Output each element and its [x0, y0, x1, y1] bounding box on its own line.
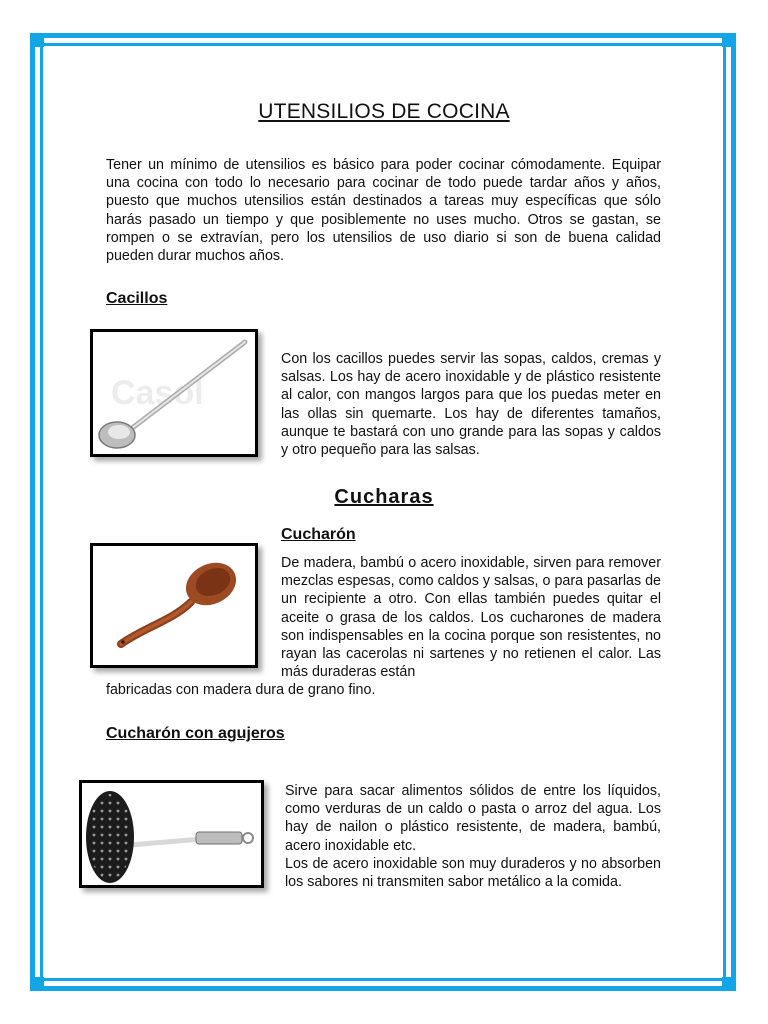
skimmer-image — [79, 780, 264, 888]
svg-text:Casol: Casol — [111, 374, 204, 412]
border-corner — [30, 977, 44, 991]
cucharon-agujeros-paragraph — [285, 782, 661, 891]
page-title: UTENSILIOS DE COCINA — [258, 100, 510, 123]
section-heading-cacillos: Cacillos — [106, 290, 168, 307]
wooden-spoon-icon — [93, 546, 255, 665]
ladle-image — [90, 329, 258, 457]
cacillos-paragraph: Con los cacillos puedes servir las sopas, caldos, cremas y salsas. Los hay de acero inoxidable y de plástico resistente al calor, con mangos largos para que los puedas meter en las ollas sin quemarte. Los hay de diferentes tamaños, aunque te bastará con uno grande para las sopas y caldos y otro pequeño para las salsas. — [281, 351, 661, 459]
cucharon-paragraph: De madera, bambú o acero inoxidable, sirven para remover mezclas espesas, como caldos y salsas, o para pasarlas de un recipiente a otro. Con ellas también puedes quitar el aceite o grasa de los caldos. Los cucharones de madera son indispensables en la cocina porque son resistentes, no rayan las cacerolas ni sartenes y no retienen el calor. Las más duraderas están — [281, 555, 661, 681]
skimmer-icon — [82, 783, 261, 885]
wooden-spoon-image — [90, 543, 258, 668]
ladle-icon — [93, 332, 255, 454]
cucharon-agujeros-text: Sirve para sacar alimentos sólidos de entre los líquidos, como verduras de un caldo o pasta o arroz del agua. Los hay de nailon o plástico resistente, de madera, bambú, acero inoxidable etc. — [285, 783, 661, 854]
subheading-cucharon: Cucharón — [281, 526, 356, 543]
section-heading-cucharas: Cucharas — [334, 486, 434, 508]
section-heading-cucharon-agujeros: Cucharón con agujeros — [106, 725, 285, 742]
cucharon-agujeros-text-2: Los de acero inoxidable son muy duraderos y no absorben los sabores ni transmiten sabor metálico a la comida. — [285, 855, 661, 891]
intro-paragraph: Tener un mínimo de utensilios es básico para poder cocinar cómodamente. Equipar una cocina con todo lo necesario para cocinar de todo puede tardar años y años, puesto que muchos utensilios están destinados a tareas muy específicas que sólo harás pasado un tiempo y que posiblemente no uses mucho. Otros se gastan, se rompen o se extravían, pero los utensilios de uso diario si son de buena calidad pueden durar muchos años. — [106, 157, 661, 265]
cucharon-paragraph-continued: fabricadas con madera dura de grano fino. — [106, 682, 376, 698]
border-corner — [722, 33, 736, 47]
border-corner — [722, 977, 736, 991]
border-corner — [30, 33, 44, 47]
